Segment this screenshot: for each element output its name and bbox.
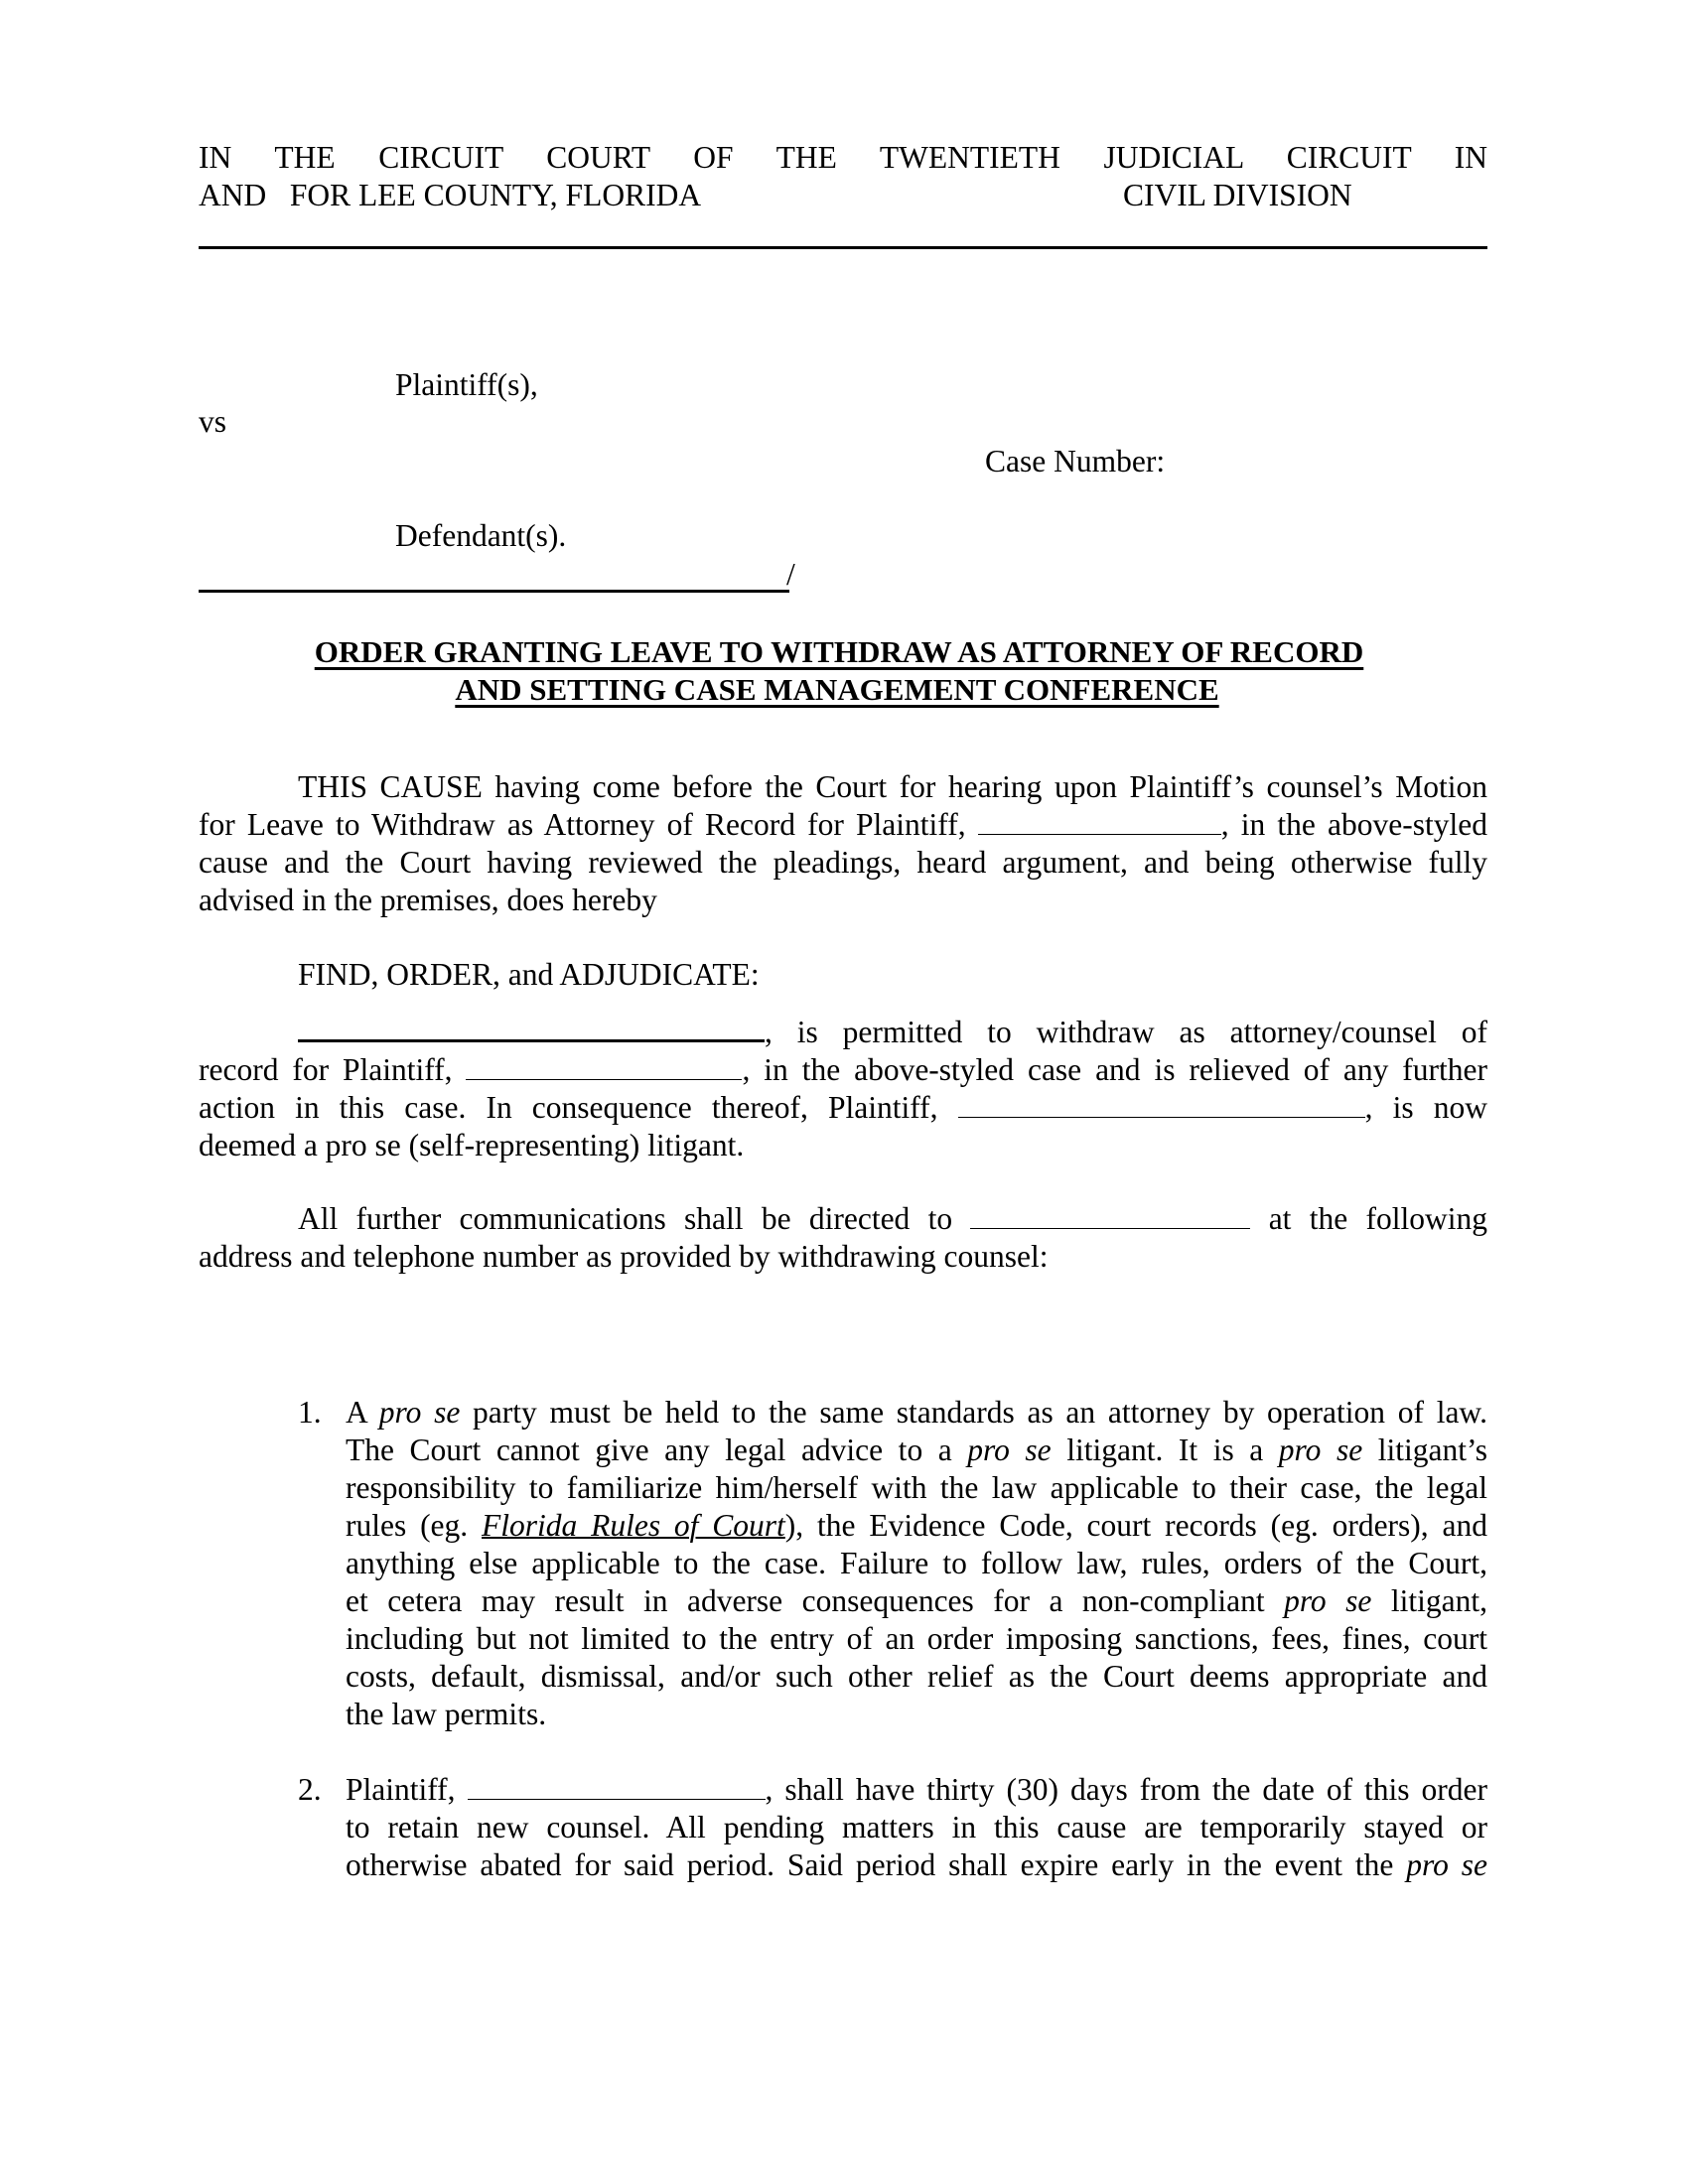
header-word: OF xyxy=(693,140,734,175)
defendant-label: Defendant(s). xyxy=(395,518,567,553)
item-2-line2: to retain new counsel. All pending matters in this cause are temporarily stayed or xyxy=(346,1810,1487,1844)
header-word: COURT xyxy=(546,140,650,175)
recital-line4: advised in the premises, does hereby xyxy=(199,883,657,917)
recital-line2 xyxy=(199,806,1487,844)
header-word: IN xyxy=(1454,140,1488,175)
caption-underline xyxy=(199,590,789,593)
court-header-line1 xyxy=(199,139,1487,177)
item-1-line1: A pro se party must be held to the same standards as an attorney by operation of law. xyxy=(346,1395,1487,1430)
item-1-number: 1. xyxy=(298,1395,322,1430)
withdrawal-text: action in this case. In consequence thereof, Plaintiff, xyxy=(199,1090,938,1125)
order-title-line1: ORDER GRANTING LEAVE TO WITHDRAW AS ATTORNEY OF RECORD xyxy=(314,634,1364,669)
item-1-line3: responsibility to familiarize him/herself with the law applicable to their case, the legal xyxy=(346,1470,1487,1505)
recital-line1 xyxy=(298,768,1487,806)
florida-rules-citation: Florida Rules of Court xyxy=(482,1508,785,1543)
header-word: CIRCUIT xyxy=(1286,140,1412,175)
plaintiff-name-blank-3[interactable] xyxy=(958,1091,1365,1118)
item-1-line4: rules (eg. Florida Rules of Court), the Evidence Code, court records (eg. orders), and xyxy=(346,1508,1487,1543)
communications-line2: address and telephone number as provided by withdrawing counsel: xyxy=(199,1239,1049,1274)
court-division: CIVIL DIVISION xyxy=(1123,178,1352,212)
plaintiff-name-blank[interactable] xyxy=(978,808,1221,835)
address-area xyxy=(199,1281,1487,1380)
withdrawal-text: , in the above-styled case and is relieved of any further xyxy=(742,1052,1488,1087)
item-2-line3: otherwise abated for said period. Said period shall expire early in the event the pro se xyxy=(346,1847,1487,1882)
withdrawal-text: , is now xyxy=(1364,1090,1487,1125)
withdrawal-line1 xyxy=(298,1014,1487,1051)
withdrawal-line2 xyxy=(199,1051,1487,1089)
recital-text: THIS CAUSE having come before the Court for hearing upon Plaintiff’s counsel’s Motion xyxy=(298,769,1487,804)
court-header-line2-left: AND FOR LEE COUNTY, FLORIDA xyxy=(199,178,702,212)
header-word: THE xyxy=(775,140,837,175)
order-title-line2: AND SETTING CASE MANAGEMENT CONFERENCE xyxy=(455,672,1219,707)
recital-text: for Leave to Withdraw as Attorney of Record for Plaintiff, xyxy=(199,807,966,842)
item-1-line7: including but not limited to the entry of an order imposing sanctions, fees, fines, court xyxy=(346,1621,1487,1656)
plaintiff-name-blank-2[interactable] xyxy=(466,1053,742,1080)
communications-text: at the following xyxy=(1268,1201,1488,1236)
header-word: TWENTIETH xyxy=(879,140,1060,175)
header-divider xyxy=(199,246,1487,249)
withdrawal-text: , is permitted to withdraw as attorney/counsel of xyxy=(765,1015,1487,1049)
recital-text: , in the above-styled xyxy=(1220,807,1488,842)
plaintiff-label: Plaintiff(s), xyxy=(395,367,538,402)
recital-text: cause and the Court having reviewed the pleadings, heard argument, and being otherwise fully xyxy=(199,845,1487,880)
find-order-adjudicate: FIND, ORDER, and ADJUDICATE: xyxy=(298,957,760,992)
item-2-line1: Plaintiff, , shall have thirty (30) days from the date of this order xyxy=(346,1772,1488,1807)
header-word: JUDICIAL xyxy=(1103,140,1244,175)
vs-label: vs xyxy=(199,404,227,439)
item-1-line9: the law permits. xyxy=(346,1697,547,1731)
withdrawal-line3 xyxy=(199,1089,1487,1127)
communications-line1 xyxy=(298,1200,1487,1238)
item-2-number: 2. xyxy=(298,1772,322,1807)
item-1-line8: costs, default, dismissal, and/or such other relief as the Court deems appropriate and xyxy=(346,1659,1487,1694)
case-number-label: Case Number: xyxy=(985,444,1166,478)
item-1-line6: et cetera may result in adverse consequences for a non-compliant pro se litigant, xyxy=(346,1583,1487,1618)
caption-slash: / xyxy=(786,557,795,592)
withdrawal-line4: deemed a pro se (self-representing) litigant. xyxy=(199,1128,745,1162)
item-1-line2: The Court cannot give any legal advice to a pro se litigant. It is a pro se litigant’s xyxy=(346,1433,1487,1467)
withdrawal-text: record for Plaintiff, xyxy=(199,1052,453,1087)
communications-text: All further communications shall be directed to xyxy=(298,1201,953,1236)
attorney-name-blank[interactable] xyxy=(298,1014,765,1042)
recipient-blank[interactable] xyxy=(970,1202,1250,1229)
item-1-line5: anything else applicable to the case. Failure to follow law, rules, orders of the Court, xyxy=(346,1546,1487,1580)
header-word: CIRCUIT xyxy=(378,140,503,175)
recital-line3 xyxy=(199,844,1487,882)
plaintiff-name-blank-4[interactable] xyxy=(468,1773,766,1800)
header-word: IN xyxy=(199,140,232,175)
header-word: THE xyxy=(274,140,336,175)
